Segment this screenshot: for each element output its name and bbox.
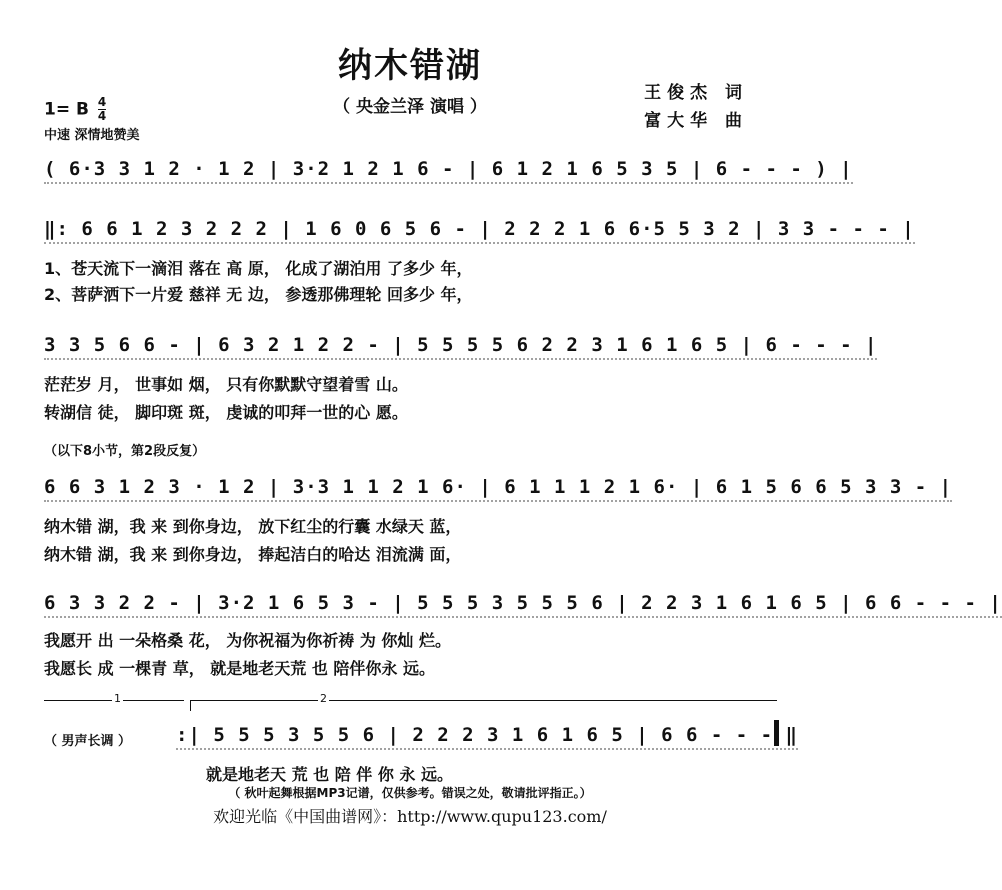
male-long-tune-label: （ 男声长调 ） (44, 734, 132, 749)
lyric-line-4-verse-2: 我愿长 成 一棵青 草， 就是地老天荒 也 陪伴你永 远。 (44, 659, 435, 678)
singer-credit: （ 央金兰泽 演唱 ） (333, 97, 487, 117)
lyricist-credit: 王俊杰 词 (644, 83, 748, 103)
lyric-line-3-verse-1: 纳木错 湖，我 来 到你身边， 放下红尘的行囊 水绿天 蓝， (44, 517, 462, 536)
time-top: 4 (97, 95, 107, 109)
notation-row-5: :| 5 5 5 3 5 5 6 | 2 2 2 3 1 6 1 6 5 | 6 6 - - - ‖ (176, 724, 798, 746)
lyric-line-1-verse-2: 2、菩萨洒下一片爱 慈祥 无 边， 参透那佛理轮 回多少 年， (44, 285, 473, 304)
lyric-line-2-verse-2: 转湖信 徒， 脚印斑 斑， 虔诚的叩拜一世的心 愿。 (44, 403, 408, 422)
final-barline (774, 720, 779, 746)
time-bottom: 4 (97, 109, 107, 123)
volta-bracket-2 (190, 700, 777, 711)
lyric-line-5: 就是地老天 荒 也 陪 伴 你 永 远。 (206, 765, 453, 784)
lyric-line-1-verse-1: 1、苍天流下一滴泪 落在 高 原， 化成了湖泊用 了多少 年， (44, 259, 473, 278)
time-signature (98, 96, 106, 123)
lyric-line-2-verse-1: 茫茫岁 月， 世事如 烟， 只有你默默守望着雪 山。 (44, 375, 408, 394)
notation-row-3: 6 6 3 1 2 3 · 1 2 | 3·3 1 1 2 1 6· | 6 1 1 1 2 1 6· | 6 1 5 6 6 5 3 3 - | (44, 476, 953, 498)
song-title: 纳木错湖 (338, 46, 482, 86)
volta-label-2: 2 (320, 692, 327, 705)
lyric-line-4-verse-1: 我愿开 出 一朵格桑 花， 为你祝福为你祈祷 为 你灿 烂。 (44, 631, 451, 650)
website-credit: 欢迎光临《中国曲谱网》：http://www.qupu123.com/ (213, 807, 607, 826)
key-label: 1= B (44, 99, 89, 120)
tempo-marking: 中速 深情地赞美 (44, 128, 140, 143)
key-signature (44, 96, 106, 123)
notation-row-intro: ( 6·3 3 1 2 · 1 2 | 3·2 1 2 1 6 - | 6 1 2 1 6 5 3 5 | 6 - - - ) | (44, 158, 853, 180)
volta-label-1: 1 (114, 692, 121, 705)
notation-row-4: 6 3 3 2 2 - | 3·2 1 6 5 3 - | 5 5 5 3 5 5 5 6 | 2 2 3 1 6 1 6 5 | 6 6 - - - | (44, 592, 1002, 614)
notation-row-1: ‖: 6 6 1 2 3 2 2 2 | 1 6 0 6 5 6 - | 2 2 2 1 6 6·5 5 3 2 | 3 3 - - - | (44, 218, 915, 240)
composer-credit: 富大华 曲 (644, 111, 748, 131)
repeat-note: （以下8小节，第2段反复） (44, 444, 206, 459)
transcription-note: （ 秋叶起舞根据MP3记谱，仅供参考。错误之处，敬请批评指正。） (228, 786, 592, 800)
lyric-line-3-verse-2: 纳木错 湖，我 来 到你身边， 捧起洁白的哈达 泪流满 面， (44, 545, 462, 564)
notation-row-2: 3 3 5 6 6 - | 6 3 2 1 2 2 - | 5 5 5 5 6 2 2 3 1 6 1 6 5 | 6 - - - | (44, 334, 878, 356)
